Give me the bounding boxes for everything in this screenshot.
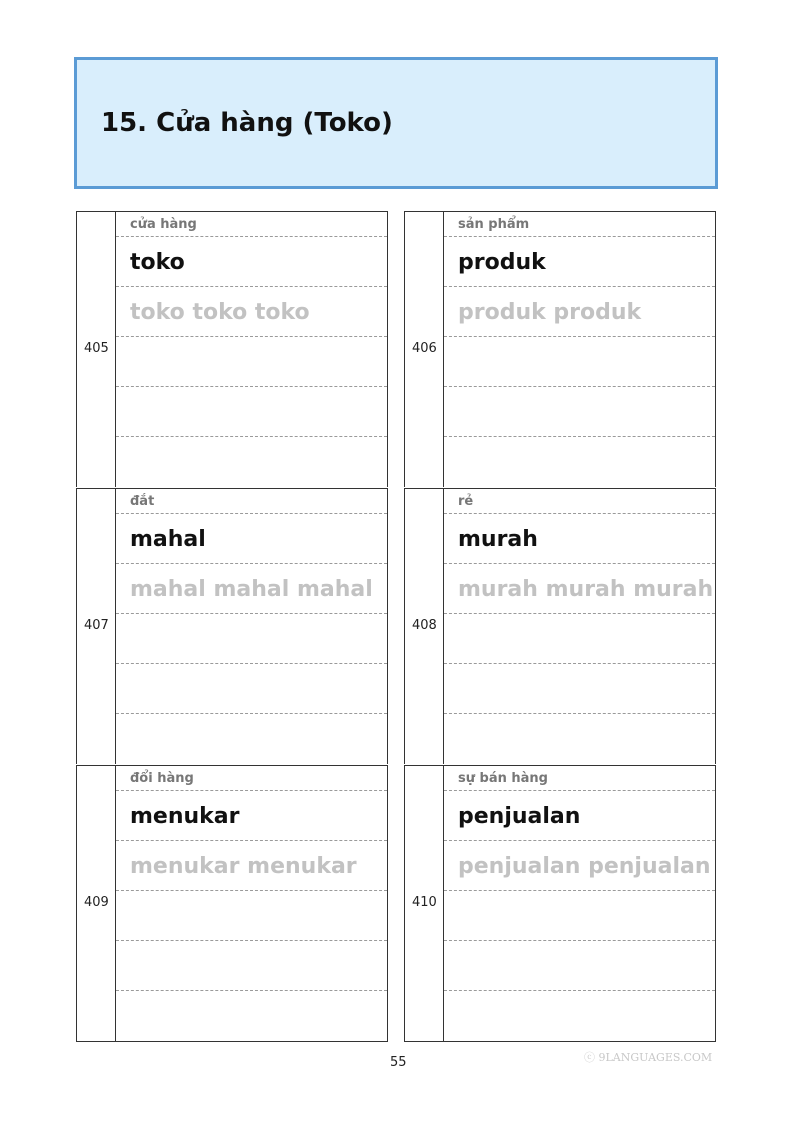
- writing-line[interactable]: [444, 614, 715, 664]
- trace-word: toko toko toko: [130, 300, 310, 325]
- word-number: 408: [412, 618, 437, 633]
- trace-word: produk produk: [458, 300, 642, 325]
- trace-word: mahal mahal mahal: [130, 577, 373, 602]
- word-meaning: cửa hàng: [130, 217, 197, 232]
- vocab-card-409: [76, 765, 388, 1042]
- writing-line[interactable]: [444, 941, 715, 991]
- writing-line[interactable]: [444, 337, 715, 387]
- word-meaning: đắt: [130, 494, 155, 509]
- vocab-card-406: [404, 211, 716, 487]
- vocab-word: murah: [458, 527, 538, 552]
- number-column: [77, 489, 116, 764]
- vocab-word: produk: [458, 250, 546, 275]
- writing-line[interactable]: [444, 714, 715, 764]
- page-title: 15. Cửa hàng (Toko): [101, 108, 393, 138]
- writing-line[interactable]: [116, 664, 387, 714]
- writing-line[interactable]: [116, 941, 387, 991]
- writing-line[interactable]: [444, 664, 715, 714]
- word-meaning: rẻ: [458, 494, 474, 509]
- writing-line[interactable]: [116, 891, 387, 941]
- vocab-card-408: [404, 488, 716, 764]
- writing-line[interactable]: [444, 891, 715, 941]
- number-column: [77, 212, 116, 487]
- writing-line[interactable]: [444, 991, 715, 1041]
- number-column: [405, 489, 444, 764]
- writing-line[interactable]: [116, 437, 387, 487]
- vocab-word: toko: [130, 250, 185, 275]
- trace-word: menukar menukar: [130, 854, 357, 879]
- writing-line[interactable]: [116, 991, 387, 1041]
- vocab-card-407: [76, 488, 388, 764]
- writing-line[interactable]: [444, 437, 715, 487]
- number-column: [77, 766, 116, 1041]
- writing-line[interactable]: [116, 337, 387, 387]
- section-header: [74, 57, 718, 189]
- vocab-word: mahal: [130, 527, 206, 552]
- writing-line[interactable]: [116, 614, 387, 664]
- number-column: [405, 766, 444, 1041]
- word-number: 409: [84, 895, 109, 910]
- copyright-notice: ⓒ 9LANGUAGES.COM: [584, 1051, 713, 1064]
- vocab-card-410: [404, 765, 716, 1042]
- vocab-word: penjualan: [458, 804, 581, 829]
- word-number: 410: [412, 895, 437, 910]
- word-meaning: đổi hàng: [130, 771, 194, 786]
- page-number: 55: [390, 1055, 407, 1070]
- word-number: 407: [84, 618, 109, 633]
- writing-line[interactable]: [116, 387, 387, 437]
- word-number: 406: [412, 341, 437, 356]
- number-column: [405, 212, 444, 487]
- vocab-word: menukar: [130, 804, 240, 829]
- word-meaning: sản phẩm: [458, 217, 530, 232]
- word-meaning: sự bán hàng: [458, 771, 548, 786]
- trace-word: murah murah murah: [458, 577, 714, 602]
- word-number: 405: [84, 341, 109, 356]
- writing-line[interactable]: [116, 714, 387, 764]
- vocab-card-405: [76, 211, 388, 487]
- writing-line[interactable]: [444, 387, 715, 437]
- trace-word: penjualan penjualan: [458, 854, 711, 879]
